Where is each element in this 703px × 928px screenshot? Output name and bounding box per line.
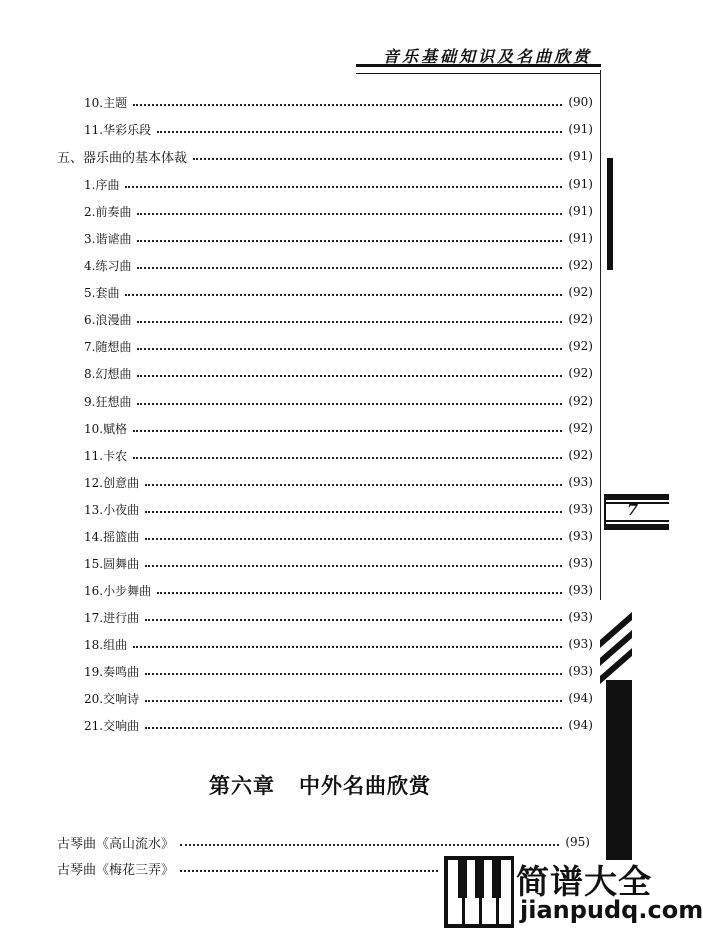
leader-dots — [133, 103, 562, 106]
leader-dots — [137, 347, 562, 350]
toc-entry-title: 6.浪漫曲 — [84, 312, 132, 327]
toc-entry[interactable] — [84, 228, 593, 248]
toc-entry[interactable] — [84, 174, 593, 194]
chapter-number: 第六章 — [209, 774, 275, 798]
toc-piece-page: (95) — [565, 835, 590, 849]
toc-entry[interactable] — [84, 715, 593, 735]
toc-entry-page: (94) — [568, 691, 593, 705]
toc-entry[interactable] — [84, 472, 593, 492]
leader-dots — [180, 843, 559, 846]
toc-entry[interactable] — [84, 363, 593, 383]
page-number: 7 — [627, 500, 639, 519]
toc-entry-page: (91) — [568, 204, 593, 218]
toc-entry-page: (92) — [568, 285, 593, 299]
leader-dots — [145, 483, 562, 486]
watermark-url: jianpudq.com — [520, 896, 703, 924]
toc-entry-title: 21.交响曲 — [84, 718, 140, 733]
toc-entry-page: (92) — [568, 312, 593, 326]
toc-entry[interactable] — [84, 119, 593, 139]
toc-entry-page: (92) — [568, 366, 593, 380]
leader-dots — [145, 537, 562, 540]
toc-entry-title: 18.组曲 — [84, 637, 128, 652]
toc-piece-title: 古琴曲《梅花三弄》 — [57, 862, 175, 878]
leader-dots — [137, 212, 562, 215]
toc-entry[interactable] — [84, 336, 593, 356]
toc-entry-title: 1.序曲 — [84, 177, 120, 192]
toc-entry-page: (93) — [568, 556, 593, 570]
toc-entry-page: (94) — [568, 718, 593, 732]
toc-entry-title: 10.赋格 — [84, 421, 128, 436]
toc-entry-page: (93) — [568, 664, 593, 678]
watermark-cn: 简谱大全 — [516, 862, 652, 901]
toc-entry[interactable] — [84, 92, 593, 112]
toc-entry-page: (92) — [568, 448, 593, 462]
toc-entry[interactable] — [84, 445, 593, 465]
header-rule — [356, 64, 601, 74]
toc-entry[interactable] — [84, 201, 593, 221]
leader-dots — [137, 402, 562, 405]
toc-entry-page: (93) — [568, 637, 593, 651]
leader-dots — [137, 239, 562, 242]
leader-dots — [145, 618, 562, 621]
toc-entry-page: (91) — [568, 231, 593, 245]
leader-dots — [145, 672, 562, 675]
toc-entry-title: 12.创意曲 — [84, 475, 140, 490]
leader-dots — [193, 157, 562, 160]
book-title: 音乐基础知识及名曲欣赏 — [383, 47, 593, 66]
leader-dots — [133, 645, 562, 648]
toc-entry-title: 4.练习曲 — [84, 258, 132, 273]
toc-entry[interactable] — [84, 688, 593, 708]
leader-dots — [137, 374, 562, 377]
leader-dots — [157, 130, 562, 133]
toc-entry-page: (93) — [568, 583, 593, 597]
toc-entry[interactable] — [84, 607, 593, 627]
toc-entry-page: (90) — [568, 95, 593, 109]
leader-dots — [137, 320, 562, 323]
toc-entry[interactable] — [84, 526, 593, 546]
toc-entry-page: (92) — [568, 258, 593, 272]
leader-dots — [145, 564, 562, 567]
leader-dots — [125, 185, 562, 188]
edge-black-bar — [607, 158, 613, 270]
leader-dots — [133, 429, 562, 432]
toc-entry-page: (91) — [568, 122, 593, 136]
leader-dots — [125, 293, 562, 296]
toc-section-title: 五、器乐曲的基本体裁 — [57, 150, 188, 166]
leader-dots — [145, 510, 562, 513]
toc-entry[interactable] — [84, 418, 593, 438]
leader-dots — [157, 591, 562, 594]
leader-dots — [180, 869, 438, 872]
toc-entry-title: 10.主题 — [84, 95, 128, 110]
toc-entry-page: (92) — [568, 394, 593, 408]
chapter-name: 中外名曲欣赏 — [299, 774, 431, 798]
toc-entry[interactable] — [84, 309, 593, 329]
toc-entry[interactable] — [84, 391, 593, 411]
toc-entry-title: 20.交响诗 — [84, 691, 140, 706]
toc-entry-title: 13.小夜曲 — [84, 502, 140, 517]
toc-entry-page: (91) — [568, 177, 593, 191]
toc-entry-page: (92) — [568, 421, 593, 435]
toc-entry[interactable] — [84, 634, 593, 654]
toc-piece-entry[interactable] — [57, 832, 590, 852]
toc-entry[interactable] — [84, 282, 593, 302]
toc-entry-title: 14.摇篮曲 — [84, 529, 140, 544]
toc-entry[interactable] — [84, 661, 593, 681]
toc-entry-title: 3.谐谑曲 — [84, 231, 132, 246]
toc-entry-title: 11.卡农 — [84, 448, 128, 463]
toc-entry-title: 5.套曲 — [84, 285, 120, 300]
toc-entry-title: 2.前奏曲 — [84, 204, 132, 219]
toc-piece-title: 古琴曲《高山流水》 — [57, 836, 175, 852]
toc-section-entry[interactable] — [57, 146, 593, 166]
toc-entry[interactable] — [84, 255, 593, 275]
toc-entry-title: 9.狂想曲 — [84, 394, 132, 409]
leader-dots — [133, 456, 562, 459]
toc-entry[interactable] — [84, 499, 593, 519]
toc-entry-title: 19.奏鸣曲 — [84, 664, 140, 679]
toc-entry-title: 7.随想曲 — [84, 339, 132, 354]
toc-piece-entry[interactable] — [57, 858, 444, 878]
toc-entry[interactable] — [84, 553, 593, 573]
toc-entry-page: (93) — [568, 529, 593, 543]
leader-dots — [137, 266, 562, 269]
toc-entry-page: (93) — [568, 610, 593, 624]
toc-entry-title: 16.小步舞曲 — [84, 583, 152, 598]
toc-entry-page: (93) — [568, 502, 593, 516]
leader-dots — [145, 726, 562, 729]
chapter-heading — [0, 770, 640, 800]
edge-diagonal-stripes — [600, 600, 669, 860]
toc-section-page: (91) — [568, 149, 593, 163]
leader-dots — [145, 699, 562, 702]
toc-entry-title: 15.圆舞曲 — [84, 556, 140, 571]
toc-entry-title: 11.华彩乐段 — [84, 122, 152, 137]
toc-entry-page: (92) — [568, 339, 593, 353]
toc-entry-title: 17.进行曲 — [84, 610, 140, 625]
toc-entry-title: 8.幻想曲 — [84, 366, 132, 381]
toc-entry[interactable] — [84, 580, 593, 600]
toc-entry-page: (93) — [568, 475, 593, 489]
